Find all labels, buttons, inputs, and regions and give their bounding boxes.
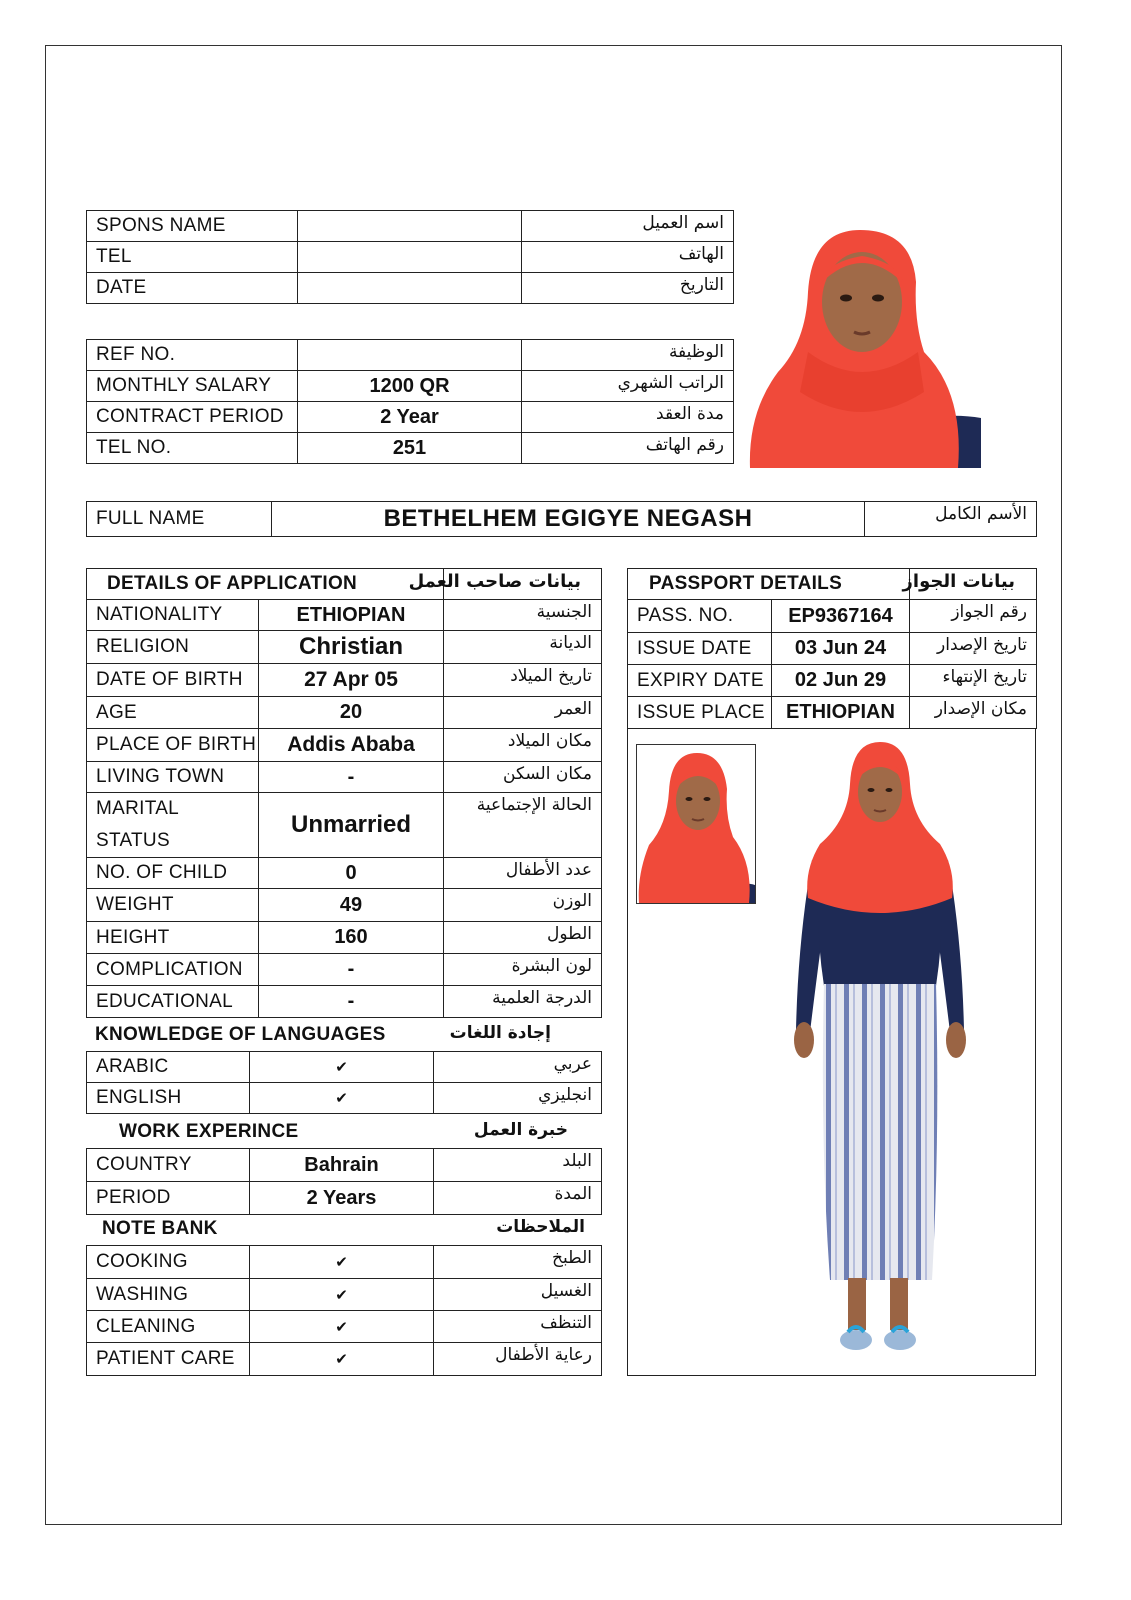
table-row xyxy=(87,986,602,1018)
ref-no-label: REF NO. xyxy=(87,340,298,371)
languages-title-arabic: إجادة اللغات xyxy=(449,1023,551,1043)
passport-number-label: PASS. NO. xyxy=(628,600,772,633)
patient-care-label: PATIENT CARE xyxy=(87,1343,250,1376)
educational-label: EDUCATIONAL xyxy=(87,986,259,1018)
sponsor-date-field[interactable] xyxy=(298,273,522,304)
passport-table xyxy=(627,568,1037,729)
salary-arabic: الراتب الشهري xyxy=(522,371,734,402)
full-name-label: FULL NAME xyxy=(87,502,272,537)
issue-date-value: 03 Jun 24 xyxy=(772,633,910,665)
cleaning-checkmark-icon: ✔ xyxy=(250,1311,434,1343)
table-row xyxy=(87,858,602,889)
dob-value: 27 Apr 05 xyxy=(259,664,444,697)
period-value: 2 Years xyxy=(250,1182,434,1215)
age-value: 20 xyxy=(259,697,444,729)
cleaning-arabic: التنظف xyxy=(434,1311,602,1343)
table-row xyxy=(87,1083,602,1114)
children-label: NO. OF CHILD xyxy=(87,858,259,889)
languages-title: KNOWLEDGE OF LANGUAGES xyxy=(95,1023,386,1045)
table-row xyxy=(87,273,734,304)
children-arabic: عدد الأطفال xyxy=(444,858,602,889)
table-row xyxy=(628,665,1037,697)
marital-status-arabic: الحالة الإجتماعية xyxy=(444,793,602,858)
portrait-photo xyxy=(748,222,981,468)
cooking-arabic: الطبخ xyxy=(434,1246,602,1279)
period-label: PERIOD xyxy=(87,1182,250,1215)
languages-table xyxy=(86,1051,602,1114)
sponsor-date-label: DATE xyxy=(87,273,298,304)
table-row xyxy=(87,664,602,697)
dob-arabic: تاريخ الميلاد xyxy=(444,664,602,697)
place-of-birth-arabic: مكان الميلاد xyxy=(444,729,602,762)
full-name-arabic: الأسم الكامل xyxy=(865,502,1037,537)
ref-no-arabic: الوظيفة xyxy=(522,340,734,371)
period-arabic: المدة xyxy=(434,1182,602,1215)
country-arabic: البلد xyxy=(434,1149,602,1182)
notes-table xyxy=(86,1245,602,1376)
age-arabic: العمر xyxy=(444,697,602,729)
passport-title-arabic: بيانات الجواز xyxy=(910,569,1037,600)
sponsor-tel-label: TEL xyxy=(87,242,298,273)
ref-no-value xyxy=(298,340,522,371)
passport-number-arabic: رقم الجواز xyxy=(910,600,1037,633)
religion-label: RELIGION xyxy=(87,631,259,664)
issue-date-arabic: تاريخ الإصدار xyxy=(910,633,1037,665)
dob-label: DATE OF BIRTH xyxy=(87,664,259,697)
sponsor-table xyxy=(86,210,734,304)
height-label: HEIGHT xyxy=(87,922,259,954)
table-row xyxy=(87,502,1037,537)
living-town-value: - xyxy=(259,762,444,793)
english-checkmark-icon: ✔ xyxy=(250,1083,434,1114)
place-of-birth-value: Addis Ababa xyxy=(259,729,444,762)
weight-arabic: الوزن xyxy=(444,889,602,922)
educational-arabic: الدرجة العلمية xyxy=(444,986,602,1018)
contract-period-arabic: مدة العقد xyxy=(522,402,734,433)
table-row xyxy=(87,1052,602,1083)
work-table xyxy=(86,1148,602,1215)
table-row xyxy=(628,600,1037,633)
table-row xyxy=(87,211,734,242)
application-title: DETAILS OF APPLICATION xyxy=(87,569,444,600)
issue-date-label: ISSUE DATE xyxy=(628,633,772,665)
languages-heading xyxy=(86,1018,601,1051)
table-row xyxy=(87,242,734,273)
full-name-table xyxy=(86,501,1037,537)
cleaning-label: CLEANING xyxy=(87,1311,250,1343)
contract-period-value: 2 Year xyxy=(298,402,522,433)
table-row xyxy=(87,433,734,464)
tel-no-arabic: رقم الهاتف xyxy=(522,433,734,464)
marital-status-label: MARITAL STATUS xyxy=(87,793,259,858)
arabic-language-arabic: عربي xyxy=(434,1052,602,1083)
table-row xyxy=(628,633,1037,665)
washing-label: WASHING xyxy=(87,1279,250,1311)
issue-place-label: ISSUE PLACE xyxy=(628,697,772,729)
table-row xyxy=(628,697,1037,729)
washing-arabic: الغسيل xyxy=(434,1279,602,1311)
sponsor-date-arabic: التاريخ xyxy=(522,273,734,304)
religion-arabic: الديانة xyxy=(444,631,602,664)
table-row xyxy=(87,697,602,729)
table-row xyxy=(87,1279,602,1311)
contract-period-label: CONTRACT PERIOD xyxy=(87,402,298,433)
full-body-photo xyxy=(790,740,970,1365)
table-row xyxy=(87,1246,602,1279)
sponsor-tel-arabic: الهاتف xyxy=(522,242,734,273)
complication-arabic: لون البشرة xyxy=(444,954,602,986)
children-value: 0 xyxy=(259,858,444,889)
expiry-date-value: 02 Jun 29 xyxy=(772,665,910,697)
application-header xyxy=(87,569,602,600)
table-row xyxy=(87,340,734,371)
table-row xyxy=(87,600,602,631)
cooking-checkmark-icon: ✔ xyxy=(250,1246,434,1279)
height-value: 160 xyxy=(259,922,444,954)
table-row xyxy=(87,1182,602,1215)
passport-number-value: EP9367164 xyxy=(772,600,910,633)
nationality-value: ETHIOPIAN xyxy=(259,600,444,631)
complication-value: - xyxy=(259,954,444,986)
issue-place-arabic: مكان الإصدار xyxy=(910,697,1037,729)
notes-title: NOTE BANK xyxy=(102,1217,218,1239)
religion-value: Christian xyxy=(259,631,444,664)
table-row xyxy=(87,1311,602,1343)
english-language-label: ENGLISH xyxy=(87,1083,250,1114)
table-row xyxy=(87,954,602,986)
table-row xyxy=(87,889,602,922)
table-row xyxy=(87,402,734,433)
living-town-label: LIVING TOWN xyxy=(87,762,259,793)
height-arabic: الطول xyxy=(444,922,602,954)
salary-value: 1200 QR xyxy=(298,371,522,402)
salary-label: MONTHLY SALARY xyxy=(87,371,298,402)
application-title-arabic: بيانات صاحب العمل xyxy=(444,569,602,600)
washing-checkmark-icon: ✔ xyxy=(250,1279,434,1311)
marital-status-value: Unmarried xyxy=(259,793,444,858)
table-row xyxy=(87,762,602,793)
sponsor-name-arabic: اسم العميل xyxy=(522,211,734,242)
expiry-date-arabic: تاريخ الإنتهاء xyxy=(910,665,1037,697)
educational-value: - xyxy=(259,986,444,1018)
complication-label: COMPLICATION xyxy=(87,954,259,986)
sponsor-name-field[interactable] xyxy=(298,211,522,242)
work-title-arabic: خبرة العمل xyxy=(473,1120,568,1140)
notes-title-arabic: الملاحظات xyxy=(496,1217,585,1237)
tel-no-value: 251 xyxy=(298,433,522,464)
arabic-checkmark-icon: ✔ xyxy=(250,1052,434,1083)
sponsor-tel-field[interactable] xyxy=(298,242,522,273)
country-label: COUNTRY xyxy=(87,1149,250,1182)
cooking-label: COOKING xyxy=(87,1246,250,1279)
country-value: Bahrain xyxy=(250,1149,434,1182)
place-of-birth-label: PLACE OF BIRTH xyxy=(87,729,259,762)
application-table xyxy=(86,568,602,1018)
work-heading xyxy=(86,1115,601,1148)
full-name-value: BETHELHEM EGIGYE NEGASH xyxy=(272,502,865,537)
age-label: AGE xyxy=(87,697,259,729)
table-row xyxy=(87,793,602,858)
weight-label: WEIGHT xyxy=(87,889,259,922)
patient-care-checkmark-icon: ✔ xyxy=(250,1343,434,1376)
patient-care-arabic: رعاية الأطفال xyxy=(434,1343,602,1376)
table-row xyxy=(87,1149,602,1182)
passport-photo xyxy=(636,744,756,904)
notes-heading xyxy=(86,1212,601,1245)
expiry-date-label: EXPIRY DATE xyxy=(628,665,772,697)
table-row xyxy=(87,371,734,402)
passport-header xyxy=(628,569,1037,600)
english-language-arabic: انجليزي xyxy=(434,1083,602,1114)
work-title: WORK EXPERINCE xyxy=(119,1120,299,1142)
table-row xyxy=(87,1343,602,1376)
nationality-arabic: الجنسية xyxy=(444,600,602,631)
weight-value: 49 xyxy=(259,889,444,922)
nationality-label: NATIONALITY xyxy=(87,600,259,631)
arabic-language-label: ARABIC xyxy=(87,1052,250,1083)
table-row xyxy=(87,631,602,664)
issue-place-value: ETHIOPIAN xyxy=(772,697,910,729)
passport-title: PASSPORT DETAILS xyxy=(628,569,910,600)
living-town-arabic: مكان السكن xyxy=(444,762,602,793)
contract-table xyxy=(86,339,734,464)
table-row xyxy=(87,729,602,762)
tel-no-label: TEL NO. xyxy=(87,433,298,464)
table-row xyxy=(87,922,602,954)
sponsor-name-label: SPONS NAME xyxy=(87,211,298,242)
